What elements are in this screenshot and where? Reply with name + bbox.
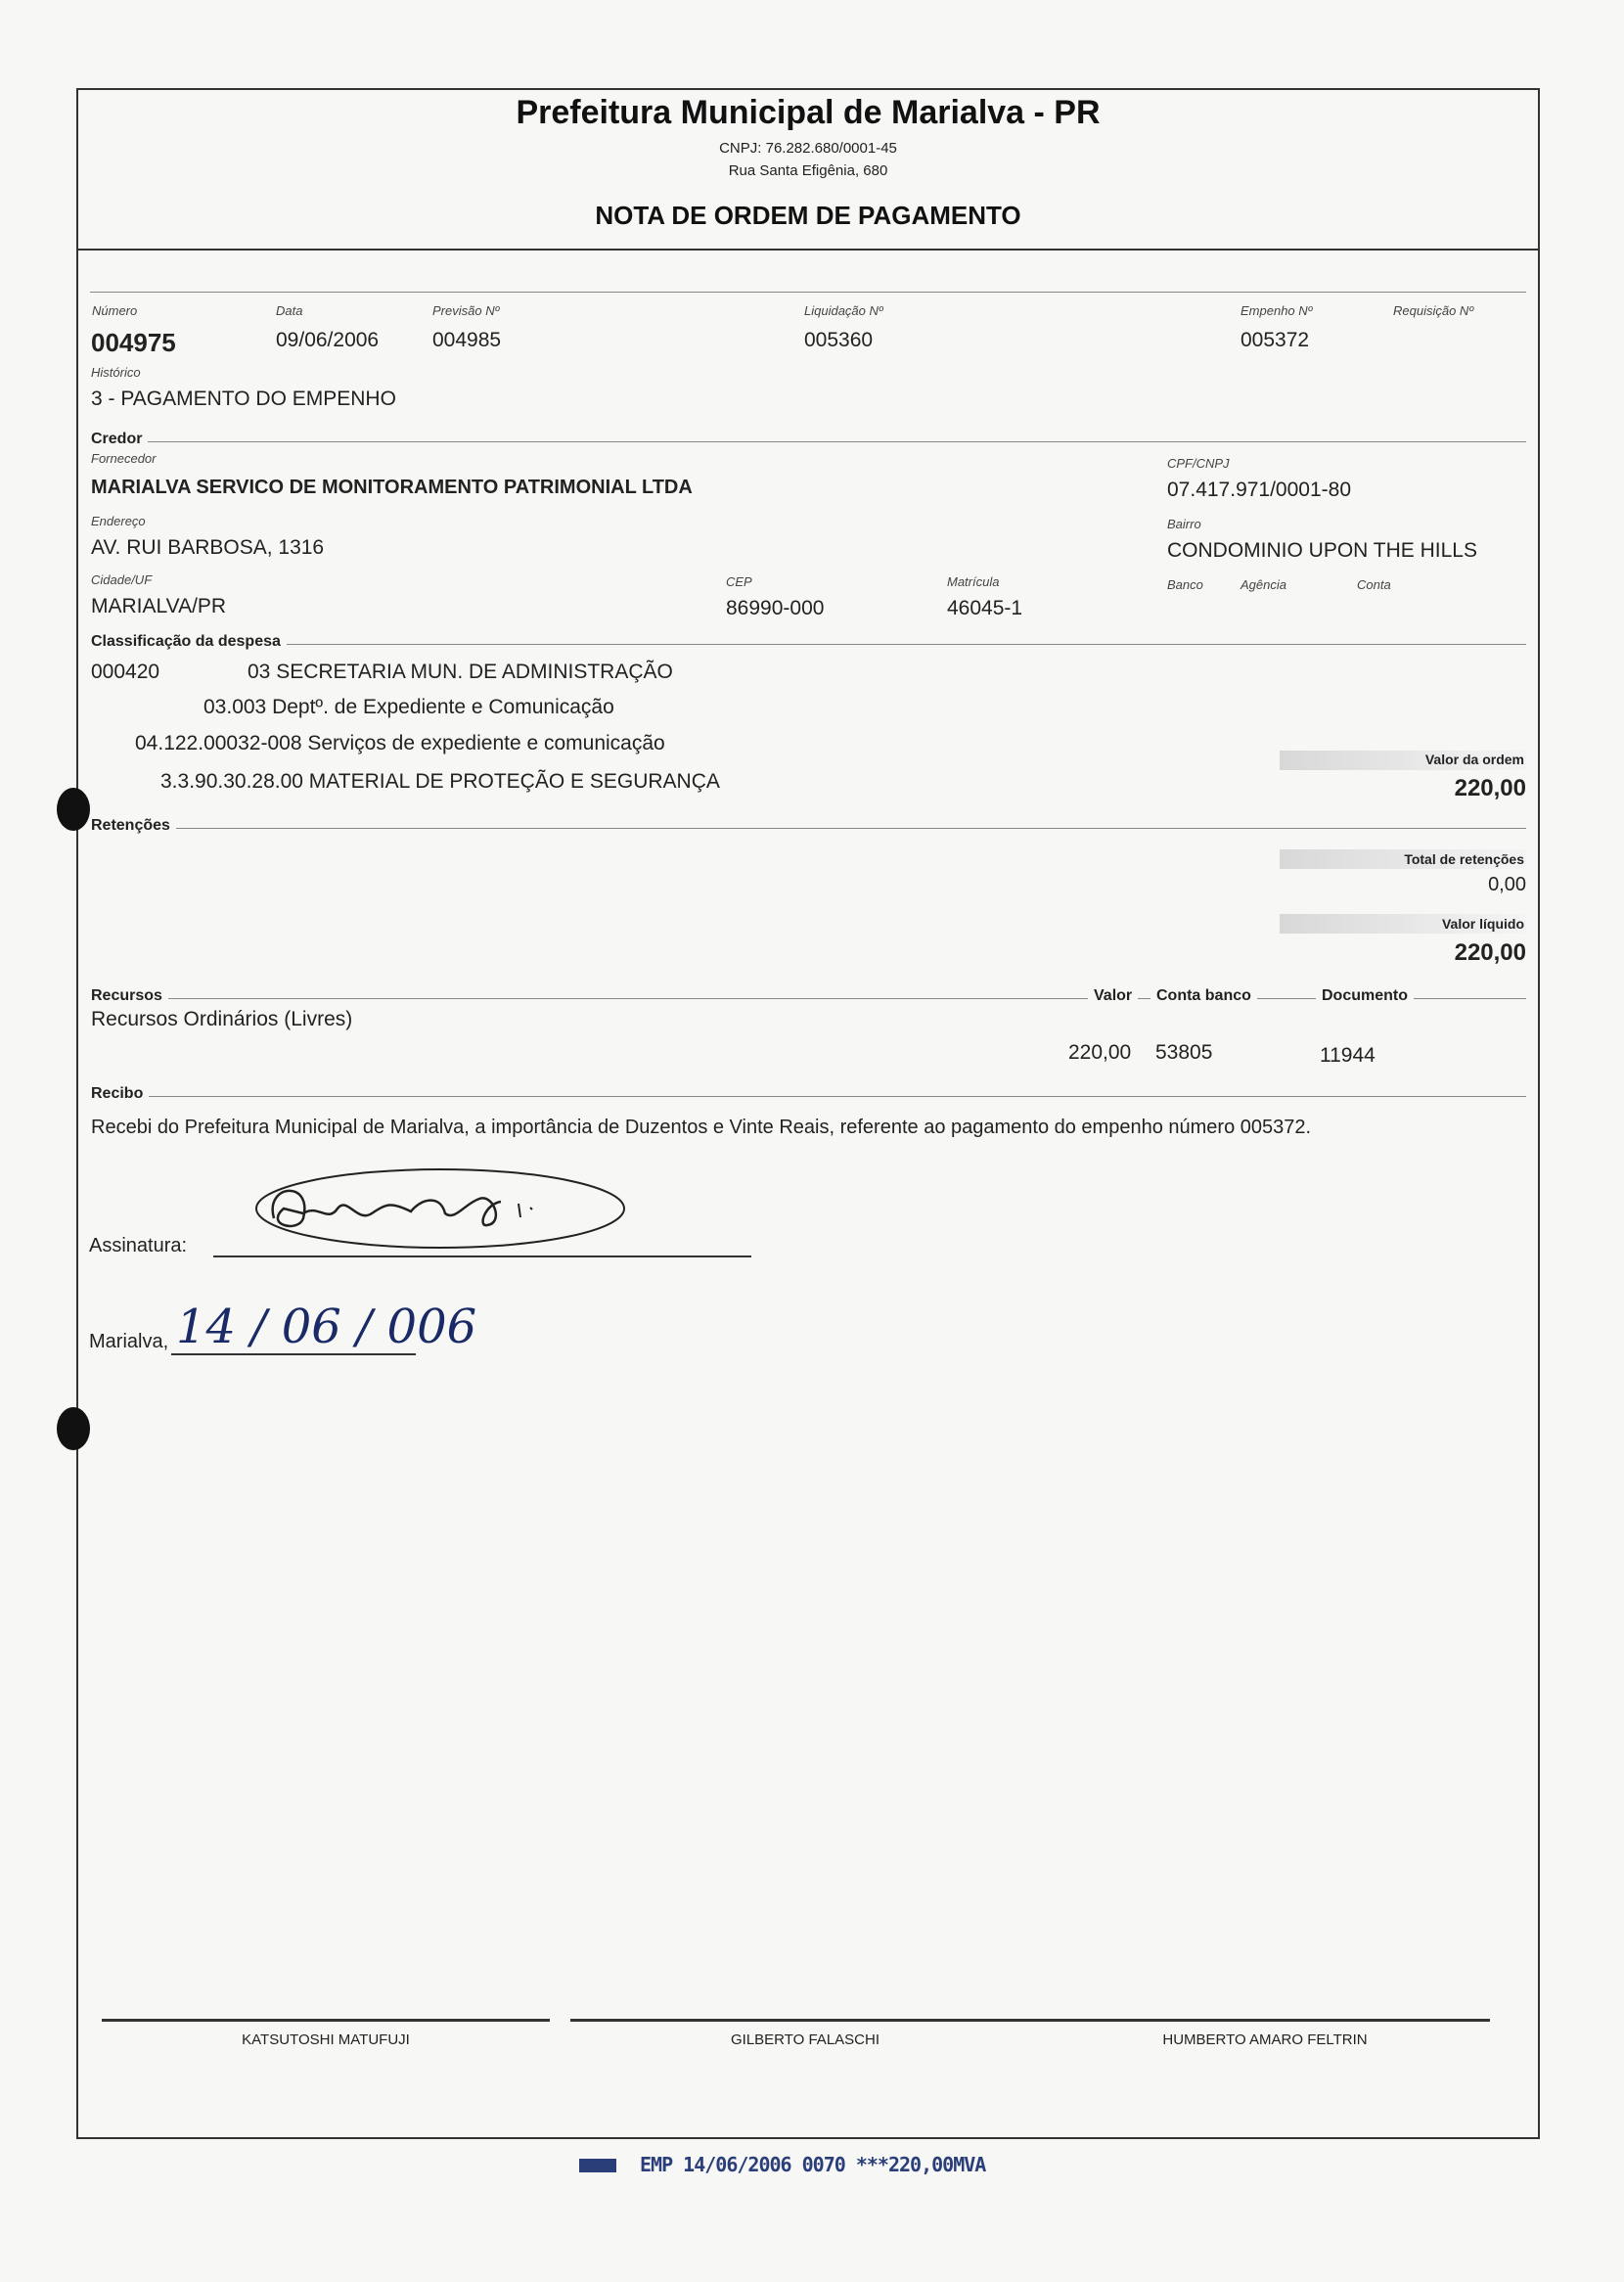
fornecedor-value: MARIALVA SERVICO DE MONITORAMENTO PATRIMONIAL LTDA (91, 477, 693, 498)
recursos-section-title: Recursos (91, 987, 168, 1005)
matricula-label: Matrícula (947, 574, 1000, 589)
conta-label: Conta (1357, 577, 1391, 592)
total-retencoes-label: Total de retenções (1404, 851, 1524, 867)
previsao-value: 004985 (432, 329, 502, 351)
valor-liquido-value: 220,00 (1454, 939, 1526, 966)
requisicao-label: Requisição Nº (1393, 303, 1474, 318)
data-value: 09/06/2006 (276, 329, 380, 351)
document-title: NOTA DE ORDEM DE PAGAMENTO (595, 201, 1021, 230)
banco-label: Banco (1167, 577, 1203, 592)
cidade-label: Cidade/UF (91, 572, 153, 587)
bairro-value: CONDOMINIO UPON THE HILLS (1167, 539, 1477, 562)
classificacao-divider (91, 644, 1526, 645)
cep-value: 86990-000 (726, 597, 825, 619)
signatory-line-2 (570, 2019, 1040, 2022)
empenho-value: 005372 (1241, 329, 1310, 351)
numero-value: 004975 (91, 328, 176, 357)
credor-divider (91, 441, 1526, 442)
endereco-label: Endereço (91, 514, 146, 528)
total-retencoes-value: 0,00 (1488, 874, 1526, 895)
classificacao-line1: 03 SECRETARIA MUN. DE ADMINISTRAÇÃO (248, 661, 673, 683)
recursos-valor-header: Valor (1088, 987, 1138, 1005)
liquidacao-label: Liquidação Nº (804, 303, 883, 318)
local-label: Marialva, (89, 1331, 169, 1352)
recursos-valor: 220,00 (1068, 1041, 1132, 1064)
valor-ordem-value: 220,00 (1454, 775, 1526, 801)
recibo-section-title: Recibo (91, 1085, 149, 1103)
signatory-line-3 (1040, 2019, 1490, 2022)
signatory-line-1 (102, 2019, 550, 2022)
classificacao-section-title: Classificação da despesa (91, 633, 287, 651)
cpf-label: CPF/CNPJ (1167, 456, 1230, 471)
address-line: Rua Santa Efigênia, 680 (728, 162, 888, 179)
classificacao-code: 000420 (91, 661, 160, 683)
endereco-value: AV. RUI BARBOSA, 1316 (91, 536, 325, 559)
cpf-value: 07.417.971/0001-80 (1167, 479, 1352, 501)
bairro-label: Bairro (1167, 517, 1201, 531)
recibo-text: Recebi do Prefeitura Municipal de Marialva, a importância de Duzentos e Vinte Reais, referente ao pagamento do empenho número 005372. (91, 1117, 1312, 1138)
signatory-name-1: KATSUTOSHI MATUFUJI (242, 2031, 410, 2048)
page-title: Prefeitura Municipal de Marialva - PR (516, 94, 1101, 131)
classificacao-line2: 03.003 Deptº. de Expediente e Comunicação (203, 696, 614, 718)
numero-label: Número (92, 303, 138, 318)
cep-label: CEP (726, 574, 752, 589)
punch-hole-2 (57, 1407, 90, 1450)
historico-label: Histórico (91, 365, 141, 380)
recursos-documento: 11944 (1320, 1044, 1376, 1067)
historico-value: 3 - PAGAMENTO DO EMPENHO (91, 388, 396, 410)
assinatura-label: Assinatura: (89, 1235, 188, 1256)
recursos-conta: 53805 (1155, 1041, 1213, 1064)
valor-liquido-label: Valor líquido (1441, 916, 1524, 932)
classificacao-line3: 04.122.00032-008 Serviços de expediente e comunicação (135, 732, 665, 754)
recursos-documento-header: Documento (1316, 987, 1414, 1005)
matricula-value: 46045-1 (947, 597, 1023, 619)
recibo-divider (91, 1096, 1526, 1097)
top-divider (90, 292, 1526, 293)
retencoes-section-title: Retenções (91, 817, 176, 835)
signatory-name-2: GILBERTO FALASCHI (731, 2031, 880, 2048)
payment-stamp: EMP 14/06/2006 0070 ***220,00MVA (640, 2153, 986, 2176)
handwritten-date: 14 / 06 / 006 (176, 1300, 477, 1354)
fornecedor-label: Fornecedor (91, 451, 157, 466)
previsao-label: Previsão Nº (432, 303, 500, 318)
recursos-divider (91, 998, 1526, 999)
retencoes-divider (91, 828, 1526, 829)
cnpj-line: CNPJ: 76.282.680/0001-45 (719, 140, 897, 157)
stamp-mark-icon (579, 2159, 616, 2172)
punch-hole-1 (57, 788, 90, 831)
valor-ordem-label: Valor da ordem (1424, 752, 1524, 767)
handwritten-signature (245, 1164, 636, 1262)
liquidacao-value: 005360 (804, 329, 874, 351)
recursos-descricao: Recursos Ordinários (Livres) (91, 1008, 353, 1030)
data-label: Data (276, 303, 303, 318)
empenho-label: Empenho Nº (1241, 303, 1313, 318)
header-divider (76, 249, 1540, 251)
credor-section-title: Credor (91, 431, 148, 448)
classificacao-line4: 3.3.90.30.28.00 MATERIAL DE PROTEÇÃO E SEGURANÇA (160, 770, 720, 793)
cidade-value: MARIALVA/PR (91, 595, 227, 617)
agencia-label: Agência (1241, 577, 1286, 592)
date-line (171, 1353, 416, 1355)
signatory-name-3: HUMBERTO AMARO FELTRIN (1162, 2031, 1368, 2048)
recursos-conta-header: Conta banco (1150, 987, 1257, 1005)
